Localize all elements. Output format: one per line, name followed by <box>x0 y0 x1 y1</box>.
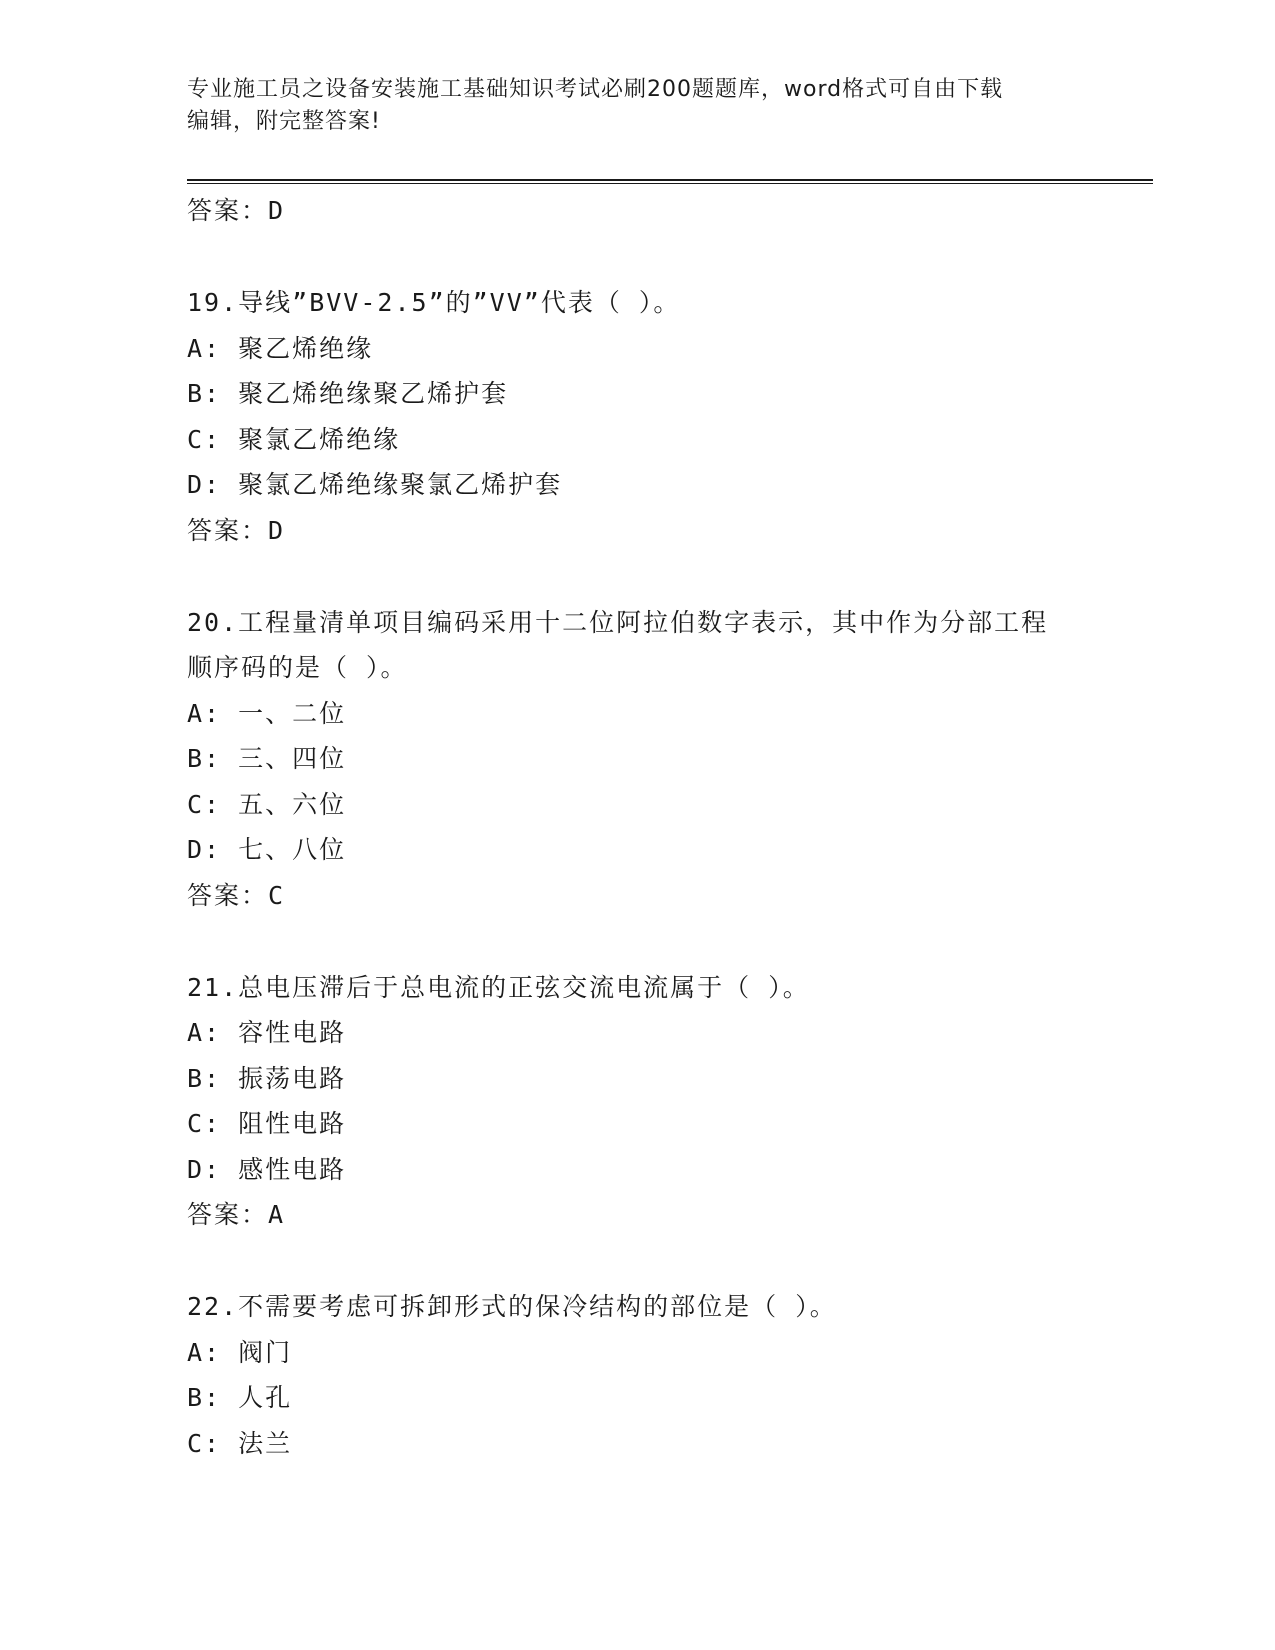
option-text: 振荡电路 <box>238 1063 347 1093</box>
spacer <box>187 1238 1087 1284</box>
answer-line-19 <box>187 508 1087 554</box>
option-a <box>187 326 1087 372</box>
option-key: B: <box>187 379 222 408</box>
option-text: 聚氯乙烯绝缘 <box>238 424 401 454</box>
option-c <box>187 1101 1087 1147</box>
header-divider-thin <box>187 183 1153 184</box>
question-stem: 不需要考虑可拆卸形式的保冷结构的部位是（ ）。 <box>238 1292 837 1321</box>
answer-value: A <box>268 1200 285 1229</box>
answer-label: 答案： <box>187 515 269 545</box>
option-key: C: <box>187 1109 222 1138</box>
question-text <box>187 1284 1067 1330</box>
option-text: 三、四位 <box>238 744 347 773</box>
question-number: 22. <box>187 1292 239 1321</box>
option-b <box>187 1056 1087 1102</box>
header-divider-thick <box>187 179 1153 181</box>
question-text <box>187 600 1067 691</box>
option-text: 感性电路 <box>238 1154 347 1184</box>
option-b <box>187 371 1087 417</box>
option-b <box>187 1375 1087 1421</box>
question-20 <box>187 600 1087 691</box>
question-number: 20. <box>187 607 239 637</box>
option-text: 聚氯乙烯绝缘聚氯乙烯护套 <box>238 470 563 499</box>
option-d <box>187 462 1087 508</box>
option-key: B: <box>187 1063 222 1093</box>
question-text <box>187 280 1067 326</box>
question-21 <box>187 965 1087 1011</box>
option-text: 阻性电路 <box>238 1109 347 1138</box>
option-text: 五、六位 <box>238 789 347 819</box>
option-d <box>187 1147 1087 1193</box>
spacer <box>187 554 1087 600</box>
answer-line-prev <box>187 188 1087 234</box>
option-key: D: <box>187 470 222 499</box>
option-b <box>187 736 1087 782</box>
option-c <box>187 417 1087 463</box>
option-a <box>187 691 1087 737</box>
option-text: 阀门 <box>238 1337 293 1367</box>
option-key: C: <box>187 1428 222 1458</box>
document-body <box>187 188 1087 1466</box>
answer-label: 答案： <box>187 880 269 910</box>
header-line-2: 编辑，附完整答案! <box>187 109 381 134</box>
answer-value: D <box>268 196 285 225</box>
answer-label: 答案： <box>187 196 269 225</box>
answer-value: C <box>268 880 285 910</box>
question-stem: 工程量清单项目编码采用十二位阿拉伯数字表示，其中作为分部工程顺序码的是（ ）。 <box>187 607 1049 682</box>
option-text: 法兰 <box>238 1428 293 1458</box>
option-key: D: <box>187 835 222 864</box>
answer-line-21 <box>187 1192 1087 1238</box>
option-c <box>187 782 1087 828</box>
option-key: B: <box>187 744 222 773</box>
option-text: 七、八位 <box>238 835 347 864</box>
question-text <box>187 965 1067 1011</box>
option-c <box>187 1421 1087 1467</box>
option-a <box>187 1010 1087 1056</box>
header-line-1: 专业施工员之设备安装施工基础知识考试必刷200题题库，word格式可自由下载 <box>187 77 1004 102</box>
question-number: 21. <box>187 972 239 1002</box>
question-number: 19. <box>187 288 239 317</box>
option-d <box>187 827 1087 873</box>
option-text: 聚乙烯绝缘聚乙烯护套 <box>238 379 509 408</box>
answer-value: D <box>268 515 285 545</box>
document-header <box>187 74 1067 138</box>
question-stem: 总电压滞后于总电流的正弦交流电流属于（ ）。 <box>238 972 810 1002</box>
question-stem: 导线”BVV-2.5”的”VV”代表（ ）。 <box>238 288 681 317</box>
option-key: B: <box>187 1383 222 1412</box>
option-key: A: <box>187 1337 222 1367</box>
option-a <box>187 1330 1087 1376</box>
option-key: D: <box>187 1154 222 1184</box>
question-19 <box>187 280 1087 326</box>
answer-label: 答案： <box>187 1200 269 1229</box>
option-key: C: <box>187 424 222 454</box>
option-key: A: <box>187 1018 222 1047</box>
question-22 <box>187 1284 1087 1330</box>
option-key: A: <box>187 698 222 728</box>
option-key: A: <box>187 333 222 363</box>
option-text: 人孔 <box>238 1383 293 1412</box>
option-text: 容性电路 <box>238 1018 347 1047</box>
spacer <box>187 234 1087 280</box>
answer-line-20 <box>187 873 1087 919</box>
option-key: C: <box>187 789 222 819</box>
option-text: 一、二位 <box>238 698 347 728</box>
spacer <box>187 919 1087 965</box>
option-text: 聚乙烯绝缘 <box>238 333 374 363</box>
